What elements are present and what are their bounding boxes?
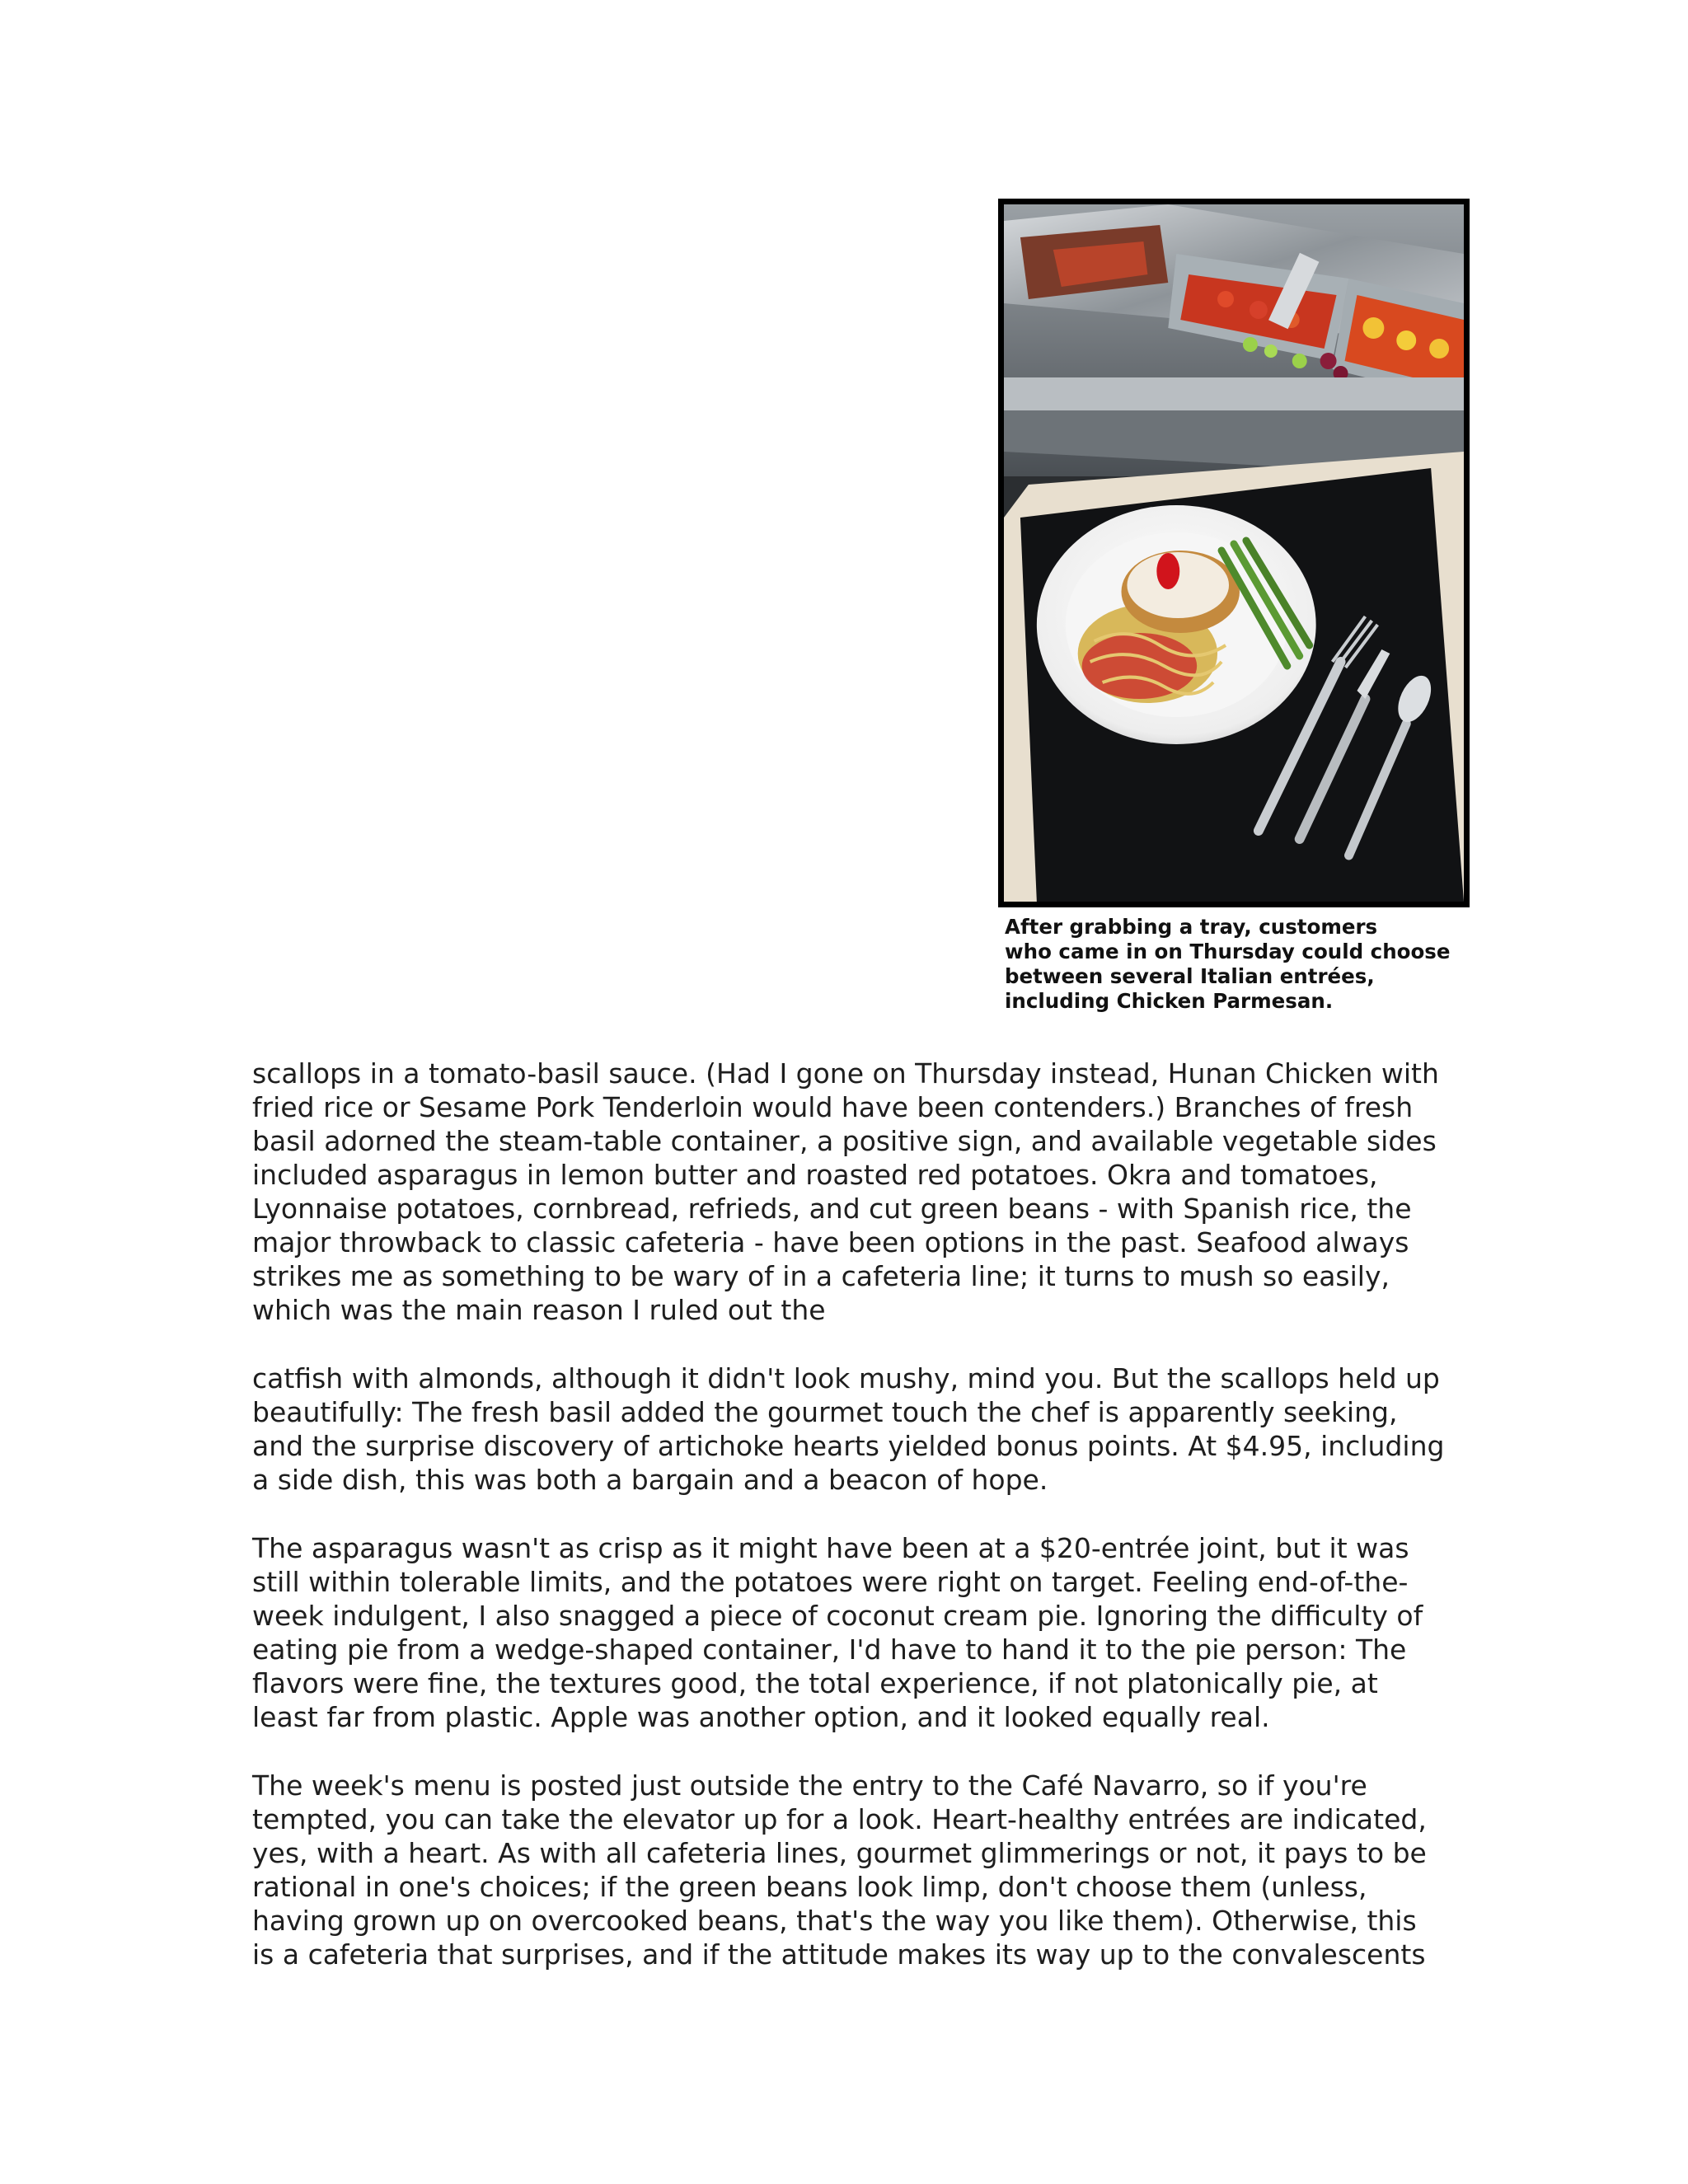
article-body: [252, 1057, 1489, 2006]
article-paragraph: scallops in a tomato-basil sauce. (Had I gone on Thursday instead, Hunan Chicken with fried rice or Sesame Pork Tenderloin would have been contenders.) Branches of fresh basil adorned the steam-table container, a positive sign, and available vegetable sides included asparagus in lemon butter and roasted red potatoes. Okra and tomatoes, Lyonnaise potatoes, cornbread, refrieds, and cut green beans - with Spanish rice, the major throwback to classic cafeteria - have been options in the past. Seafood always strikes me as something to be wary of in a cafeteria line; it turns to mush so easily, which was the main reason I ruled out the: [252, 1057, 1439, 1326]
article-paragraph: The asparagus wasn't as crisp as it might have been at a $20-entrée joint, but it was still within tolerable limits, and the potatoes were right on target. Feeling end-of-the- week indulgent, I also snagged a piece of coconut cream pie. Ignoring the difficulty of eating pie from a wedge-shaped container, I'd have to hand it to the pie person: The flavors were fine, the textures good, the total experience, if not platonically pie, at least far from plastic. Apple was another option, and it looked equally real.: [252, 1532, 1423, 1733]
photo-caption: After grabbing a tray, customers who came in on Thursday could choose between several Italian entrées, including Chicken Parmesan.: [1005, 915, 1451, 1013]
article-paragraph: catfish with almonds, although it didn't look mushy, mind you. But the scallops held up beautifully: The fresh basil added the gourmet touch the chef is apparently seeking, and the surprise discovery of artichoke hearts yielded bonus points. At $4.95, including a side dish, this was both a bargain and a beacon of hope.: [252, 1362, 1445, 1496]
cafeteria-tray-photo: [998, 199, 1470, 907]
article-paragraph: The week's menu is posted just outside the entry to the Café Navarro, so if you're tempted, you can take the elevator up for a look. Heart-healthy entrées are indicated, yes, with a heart. As with all cafeteria lines, gourmet glimmerings or not, it pays to be rational in one's choices; if the green beans look limp, don't choose them (unless, having grown up on overcooked beans, that's the way you like them). Otherwise, this is a cafeteria that surprises, and if the attitude makes its way up to the convalescents: [252, 1769, 1427, 1971]
